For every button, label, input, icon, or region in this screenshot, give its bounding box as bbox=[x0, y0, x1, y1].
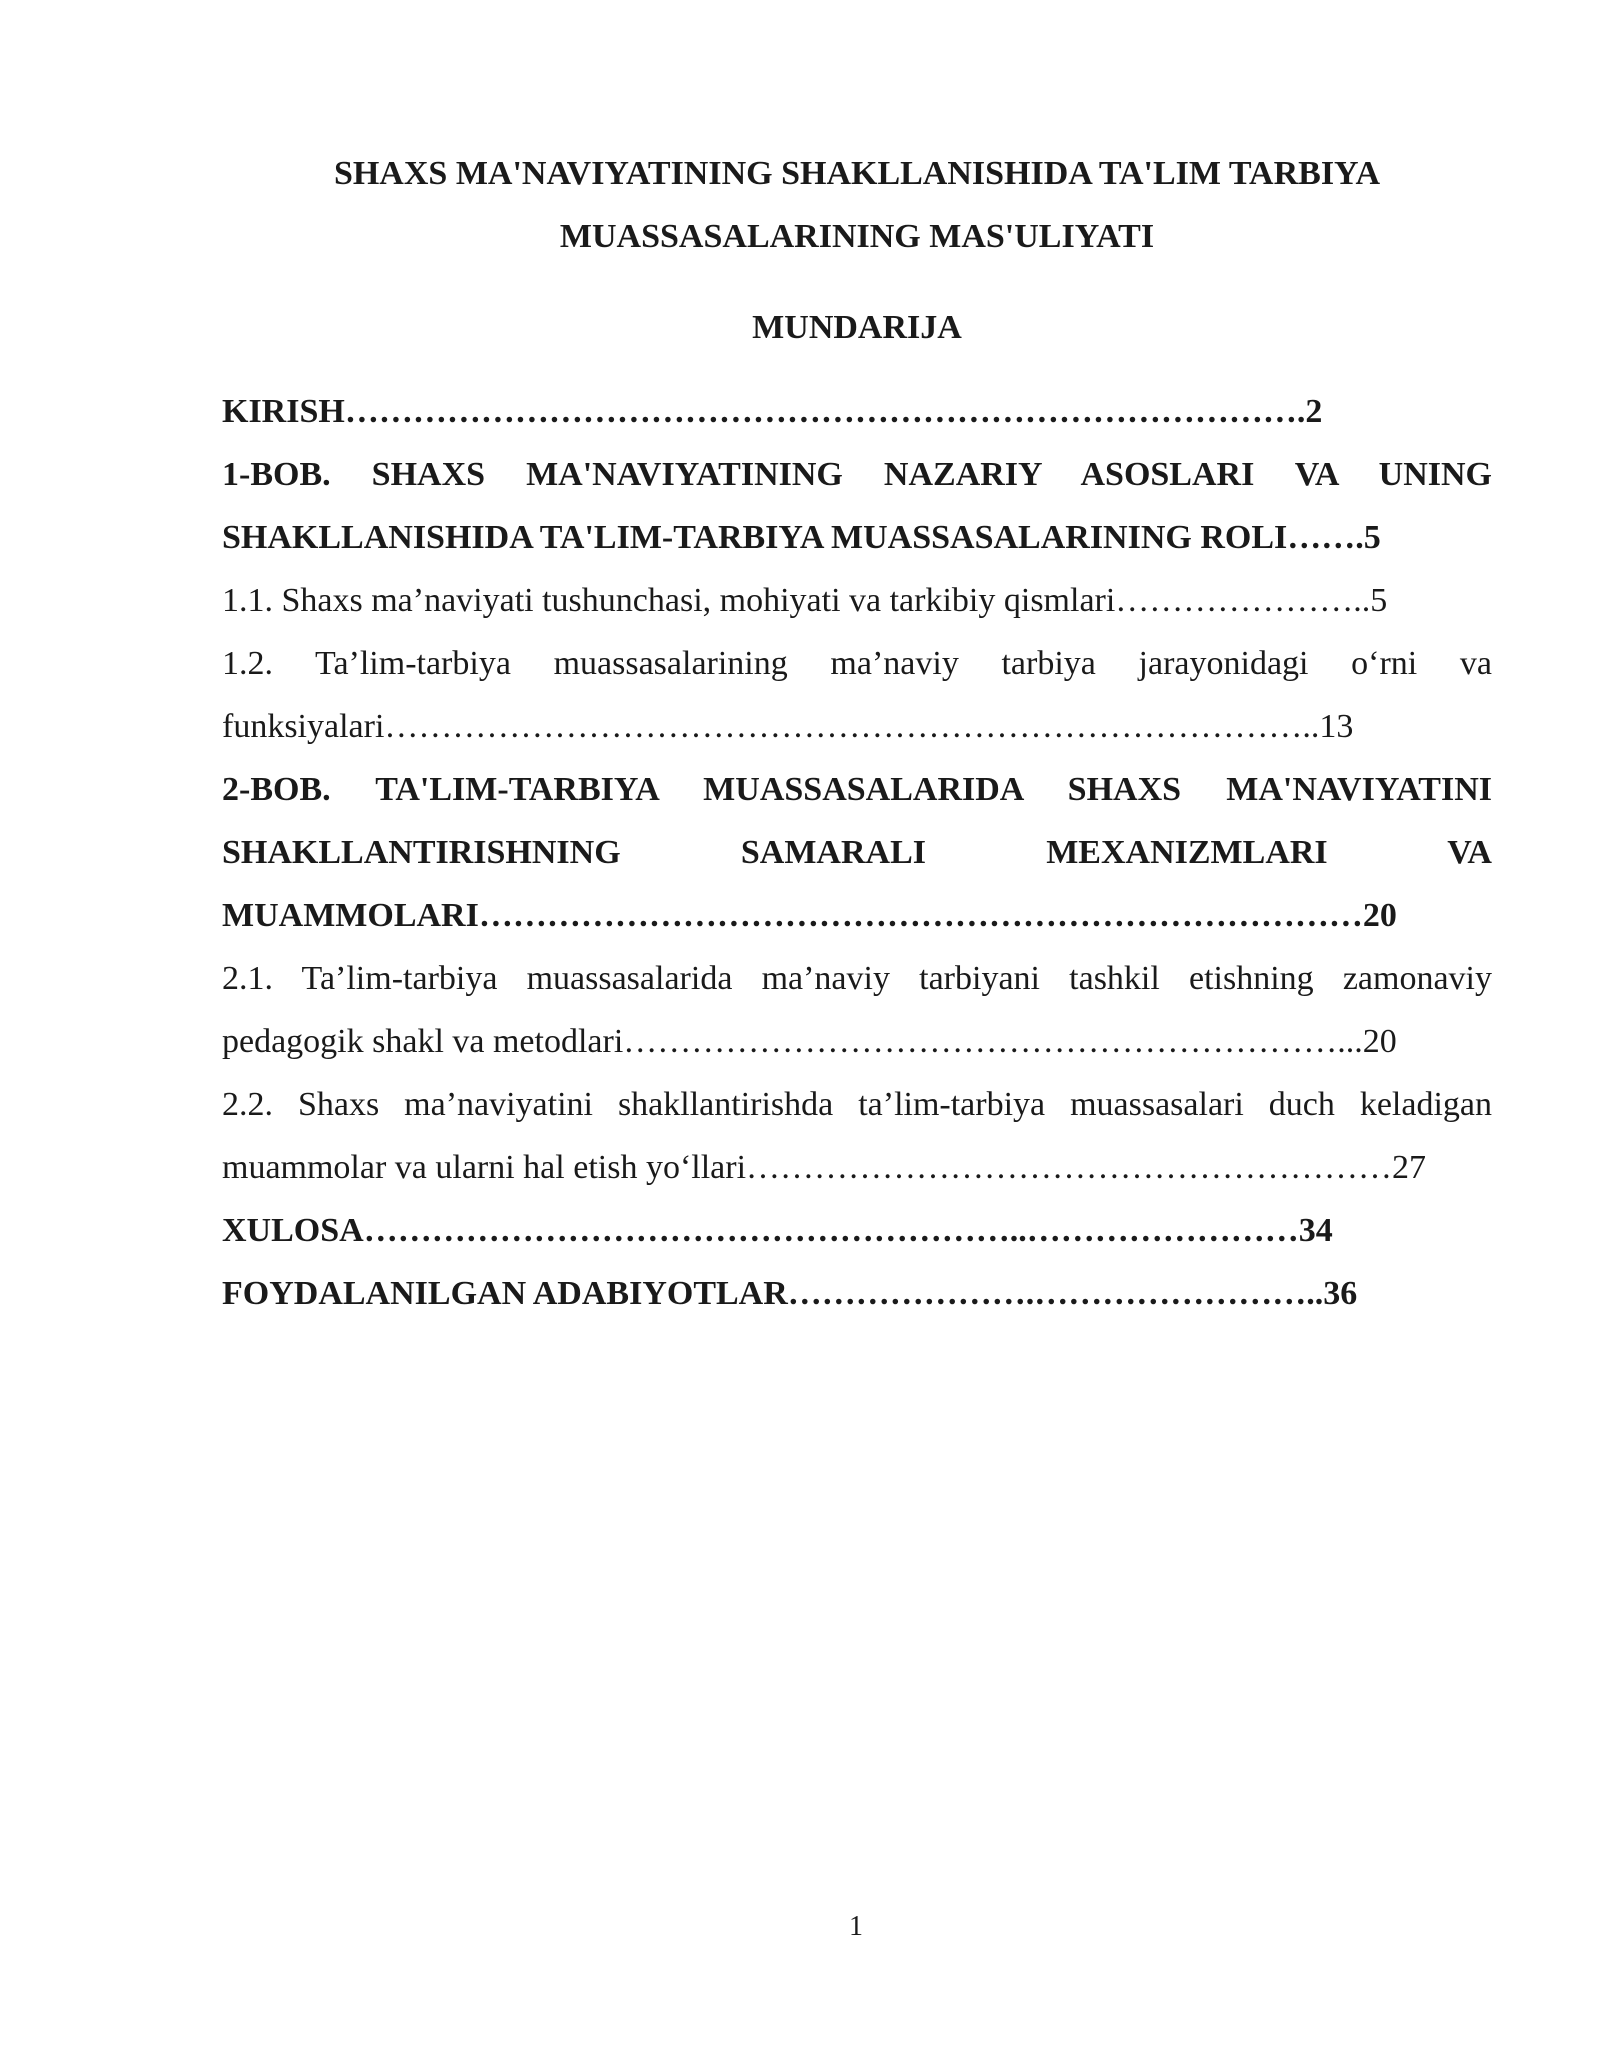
toc-entry-line: 2.1. Ta’lim-tarbiya muassasalarida ma’naviy tarbiyani tashkil etishning zamonaviy bbox=[222, 960, 1492, 997]
toc-entry-line: MUAMMOLARI……………………………………………………………………20 bbox=[222, 897, 1397, 934]
toc-entry-line: 1.1. Shaxs ma’naviyati tushunchasi, mohiyati va tarkibiy qismlari…………………..5 bbox=[222, 582, 1388, 619]
toc-entry-line: funksiyalari………………………………………………………………………..13 bbox=[222, 708, 1354, 745]
toc-entry-line: 1-BOB. SHAXS MA'NAVIYATINING NAZARIY ASOSLARI VA UNING bbox=[222, 456, 1492, 493]
toc-heading: MUNDARIJA bbox=[752, 309, 962, 346]
toc-entry-line: muammolar va ularni hal etish yo‘llari…………………………………………………27 bbox=[222, 1149, 1427, 1186]
toc-entry-chapter-2 bbox=[222, 758, 1492, 947]
toc-entry-line: 2.2. Shaxs ma’naviyatini shakllantirishda ta’lim-tarbiya muassasalari duch keladigan bbox=[222, 1086, 1492, 1123]
document-title bbox=[222, 142, 1492, 268]
toc-entry-line: SHAKLLANTIRISHNING SAMARALI MEXANIZMLARI VA bbox=[222, 834, 1492, 871]
toc-entry-line: SHAKLLANISHIDA TA'LIM-TARBIYA MUASSASALARINING ROLI…….5 bbox=[222, 519, 1381, 556]
document-title-line: MUASSASALARINING MAS'ULIYATI bbox=[559, 218, 1155, 255]
toc-entry-section-1-2 bbox=[222, 632, 1492, 758]
toc-entry-xulosa bbox=[222, 1199, 1492, 1262]
toc-entry-chapter-1 bbox=[222, 443, 1492, 569]
toc-entry-line: XULOSA…………………………………………………..……………………34 bbox=[222, 1212, 1333, 1249]
toc-entry-kirish bbox=[222, 380, 1492, 443]
toc-entry-section-2-2 bbox=[222, 1073, 1492, 1199]
toc-entry-section-1-1 bbox=[222, 569, 1492, 632]
page-number: 1 bbox=[849, 1911, 863, 1942]
toc-entry-line: 1.2. Ta’lim-tarbiya muassasalarining ma’naviy tarbiya jarayonidagi o‘rni va bbox=[222, 645, 1492, 682]
document-title-line: SHAXS MA'NAVIYATINING SHAKLLANISHIDA TA'LIM TARBIYA bbox=[333, 155, 1381, 192]
toc-entry-line: KIRISH………………………………………………………………………….2 bbox=[222, 393, 1323, 430]
toc-entry-section-2-1 bbox=[222, 947, 1492, 1073]
table-of-contents bbox=[222, 380, 1492, 1325]
toc-entry-bibliography bbox=[222, 1262, 1492, 1325]
toc-entry-line: FOYDALANILGAN ADABIYOTLAR………………….……………………..36 bbox=[222, 1275, 1358, 1312]
toc-entry-line: 2-BOB. TA'LIM-TARBIYA MUASSASALARIDA SHAXS MA'NAVIYATINI bbox=[222, 771, 1492, 808]
toc-entry-line: pedagogik shakl va metodlari………………………………………………………...20 bbox=[222, 1023, 1397, 1060]
